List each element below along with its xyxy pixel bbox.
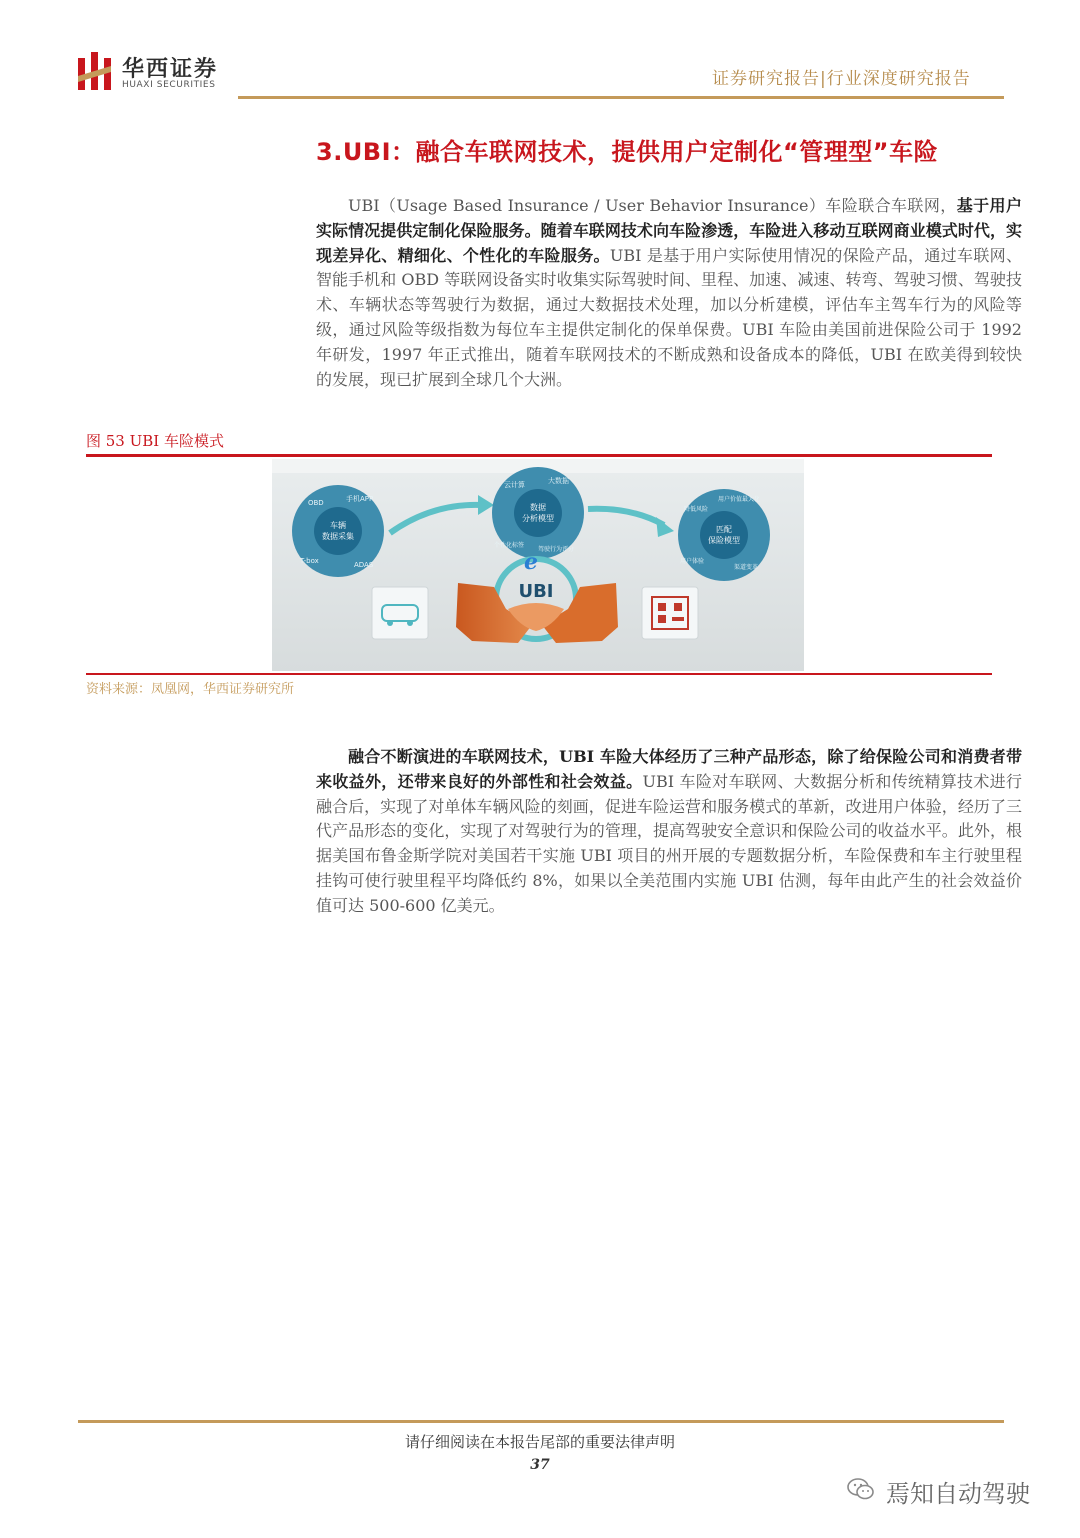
left-ring-app: 手机APP: [346, 495, 374, 503]
qr-code-icon: [642, 587, 698, 639]
page-number: 37: [530, 1457, 550, 1473]
brand-name-en: HUAXI SECURITIES: [122, 80, 216, 90]
ubi-model-diagram: [272, 459, 804, 671]
right-ring-value: 用户价值最大化: [718, 496, 761, 503]
section-title: 3.UBI：融合车联网技术，提供用户定制化“管理型”车险: [316, 138, 939, 166]
huaxi-logo-icon: [78, 52, 112, 90]
paragraph-1-intro: UBI（Usage Based Insurance / User Behavior Insurance）车险联合车联网，: [348, 196, 957, 215]
left-center-line1: 车辆: [330, 521, 346, 530]
left-center-line2: 数据采集: [322, 532, 354, 541]
figure-bottom-rule: [86, 673, 992, 675]
ubi-label: UBI: [518, 581, 554, 602]
right-ring-experience: 用户体验: [680, 558, 705, 565]
figure-top-rule: [86, 454, 992, 457]
legal-notice: 请仔细阅读在本报告尾部的重要法律声明: [404, 1433, 675, 1451]
right-ring-risk: 降低风险: [684, 506, 709, 513]
wechat-icon: [846, 1474, 876, 1504]
report-type-label: 证券研究报告|行业深度研究报告: [712, 69, 971, 89]
paragraph-2-rest: UBI 车险对车联网、大数据分析和传统精算技术进行融合后，实现了对单体车辆风险的刻画，促进车险运营和服务模式的革新，改进用户体验，经历了三代产品形态的变化，实现了对驾驶行为的管理，提高驾驶安全意识和保险公司的收益水平。此外，根据美国布鲁金斯学院对美国若干实施 UBI 项目的州开展的专题数据分析，车险保费和车主行驶里程挂钩可使行驶里程平均降低约 8%，如果以全美范围内实施 UBI 估测，每年由此产生的社会效益价值可达 500-600 亿美元。: [316, 771, 1022, 915]
mid-ring-cloud: 云计算: [504, 481, 525, 489]
e-logo-icon: e: [524, 549, 538, 575]
paragraph-1-rest: UBI 是基于用户实际使用情况的保险产品，通过车联网、智能手机和 OBD 等联网设备实时收集实际驾驶时间、里程、加速、减速、转弯、驾驶习惯、驾驶技术、车辆状态等驾驶行为数据，通过大数据技术处理，加以分析建模，评估车主驾车行为的风险等级，通过风险等级指数为每位车主提供定制化的保单保费。UBI 车险由美国前进保险公司于 1992 年研发，1997 年正式推出，随着车联网技术的不断成熟和设备成本的降低，UBI 在欧美得到较快的发展，现已扩展到全球几个大洲。: [316, 245, 1022, 389]
paragraph-2-bold: 融合不断演进的车联网技术，UBI 车险大体经历了三种产品形态，除了给保险公司和消费者带来收益外，还带来良好的外部性和社会效益。: [316, 747, 1022, 791]
figure-source: 资料来源：凤凰网，华西证券研究所: [86, 682, 295, 697]
figure-title: 图 53 UBI 车险模式: [86, 432, 224, 450]
mid-center-line2: 分析模型: [522, 514, 554, 523]
right-center-line2: 保险模型: [708, 536, 740, 545]
mid-ring-bigdata: 大数据: [548, 477, 569, 485]
paragraph-1-bold: 基于用户实际情况提供定制化保险服务。随着车联网技术向车险渗透，车险进入移动互联网商业模式时代，实现差异化、精细化、个性化的车险服务。: [316, 196, 1022, 265]
left-ring-adas: ADAS: [354, 561, 374, 569]
mid-ring-tags: 个性化标签: [494, 542, 525, 549]
right-ring-channel: 渠道变革: [734, 564, 759, 571]
mid-ring-score: 驾驶行为评分: [538, 546, 575, 553]
footer-divider: [78, 1420, 1004, 1423]
left-ring-tbox: T-box: [300, 557, 319, 565]
watermark-text: 焉知自动驾驶: [886, 1480, 1030, 1508]
mid-center-line1: 数据: [530, 503, 546, 512]
paragraph-1: [316, 194, 1022, 392]
header-divider: [238, 96, 1004, 99]
car-card-icon: [372, 587, 428, 639]
brand-name-cn: 华西证券: [122, 57, 219, 82]
right-center-line1: 匹配: [716, 525, 732, 534]
left-ring-obd: OBD: [308, 499, 324, 507]
paragraph-2: [316, 745, 1022, 919]
